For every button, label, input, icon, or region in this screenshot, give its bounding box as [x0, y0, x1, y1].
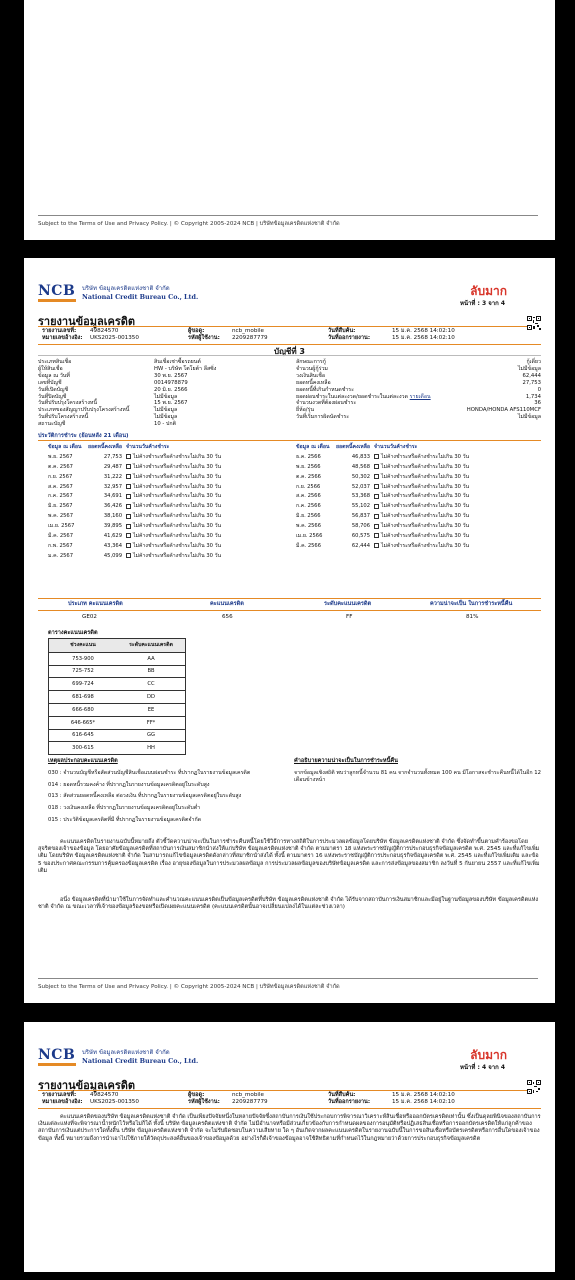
report-meta-right: วันที่สืบค้น: 15 ม.ค. 2568 14:02:10 วันที่ออกรายงาน: 15 ม.ค. 2568 14:02:10: [328, 328, 455, 341]
field-value: 30 พ.ย. 2567: [154, 372, 188, 379]
history-amount: 29,487: [103, 463, 122, 470]
page-2-tail: [24, 0, 555, 240]
field-label: จำนวนงวดที่ต้องผ่อนชำระ: [296, 400, 357, 407]
history-month: พ.ค. 2567: [48, 513, 74, 520]
account-field: [38, 373, 216, 380]
page-footer: Subject to the Terms of Use and Privacy Policy. | © Copyright 2005-2024 NCB | บริษัทข้อมูลเครดิตแห่งชาติ จำกัด: [38, 983, 340, 991]
account-field: [38, 366, 216, 373]
field-value: ไม่มีข้อมูล: [517, 414, 541, 421]
grade-row: [49, 703, 185, 716]
grade-level: CC: [147, 681, 155, 688]
history-amount: 52,037: [351, 483, 370, 490]
grade-row: [49, 652, 185, 665]
history-amount: 27,753: [103, 453, 122, 460]
history-row: [296, 462, 469, 472]
history-amount: 60,575: [351, 532, 370, 539]
payment-history-right: [296, 442, 469, 551]
history-amount: 38,160: [103, 513, 122, 520]
history-status: ไม่ค้างชำระหรือค้างชำระไม่เกิน 30 วัน: [374, 492, 469, 500]
grade-row: [49, 716, 185, 729]
history-amount: 48,568: [351, 463, 370, 470]
field-value: ไม่มีข้อมูล: [154, 414, 178, 421]
history-status: ไม่ค้างชำระหรือค้างชำระไม่เกิน 30 วัน: [126, 473, 221, 481]
account-field: [296, 359, 541, 366]
factors-list: [48, 770, 250, 829]
field-value: ไม่มีข้อมูล: [154, 393, 178, 400]
history-amount: 55,102: [351, 503, 370, 510]
field-value: 36: [534, 400, 541, 407]
history-row: [48, 452, 221, 462]
report-header: [38, 284, 541, 314]
history-status: ไม่ค้างชำระหรือค้างชำระไม่เกิน 30 วัน: [374, 532, 469, 540]
grade-range: 753-900: [72, 655, 94, 662]
status-checkbox-icon: [374, 464, 379, 469]
field-value: ไม่มีข้อมูล: [517, 365, 541, 372]
history-row: [296, 472, 469, 482]
history-month: ส.ค. 2567: [48, 483, 73, 490]
score-value: 656: [222, 614, 233, 620]
grade-level: GG: [146, 732, 156, 739]
page-footer: Subject to the Terms of Use and Privacy Policy. | © Copyright 2005-2024 NCB | บริษัทข้อมูลเครดิตแห่งชาติ จำกัด: [38, 220, 340, 228]
history-status: ไม่ค้างชำระหรือค้างชำระไม่เกิน 30 วัน: [126, 522, 221, 530]
status-checkbox-icon: [126, 514, 131, 519]
history-amount: 34,691: [103, 493, 122, 500]
field-value: 0014978879: [154, 379, 188, 386]
history-header-row: ข้อมูล ณ เดือน ยอดหนี้คงเหลือ จำนวนวันค้างชำระ: [296, 443, 418, 450]
field-label: ประเภทสินเชื่อ: [38, 359, 72, 365]
history-month: ธ.ค. 2566: [296, 453, 321, 460]
history-month: ม.ค. 2567: [48, 552, 74, 559]
history-month: ก.พ. 2567: [48, 542, 73, 549]
grade-range: 725-752: [72, 668, 94, 675]
history-month: พ.ค. 2566: [296, 523, 322, 530]
history-month: ก.ย. 2566: [296, 483, 321, 490]
report-title: รายงานข้อมูลเครดิต: [38, 315, 136, 328]
status-checkbox-icon: [126, 524, 131, 529]
status-checkbox-icon: [374, 543, 379, 548]
history-status: ไม่ค้างชำระหรือค้างชำระไม่เกิน 30 วัน: [126, 512, 221, 520]
report-meta-mid: ผู้ขอดู: ncb_mobile รหัสผู้ใช้งาน: 2209287779: [188, 1092, 268, 1105]
factors-title: เหตุผลประกอบคะแนนเครดิต: [48, 758, 118, 764]
account-field: [296, 366, 541, 373]
grade-range: 699-724: [72, 681, 94, 688]
account-title: บัญชีที่ 3: [274, 347, 305, 356]
history-row: [48, 521, 221, 531]
history-status: ไม่ค้างชำระหรือค้างชำระไม่เกิน 30 วัน: [374, 522, 469, 530]
account-field: [296, 373, 541, 380]
grade-level: HH: [147, 745, 155, 752]
factor-item: 015 : ประวัติข้อมูลเครดิตที่มี ที่ปรากฏในรายงานข้อมูลเครดิตจำกัด: [48, 816, 202, 823]
history-row: [48, 531, 221, 541]
payment-history-title: ประวัติการชำระ (ย้อนหลัง 21 เดือน): [38, 433, 129, 439]
history-amount: 32,957: [103, 483, 122, 490]
history-amount: 53,368: [351, 493, 370, 500]
field-value: 27,753: [522, 379, 541, 386]
grade-level: AA: [147, 655, 155, 662]
status-checkbox-icon: [374, 504, 379, 509]
history-status: ไม่ค้างชำระหรือค้างชำระไม่เกิน 30 วัน: [374, 512, 469, 520]
page-4: [24, 1022, 555, 1272]
status-checkbox-icon: [374, 514, 379, 519]
field-value: HONDA/HONDA AFS110MCF: [466, 407, 541, 414]
field-label: ประเภทของสัญญาปรับปรุงโครงสร้างหนี้: [38, 407, 130, 414]
history-month: มี.ค. 2567: [48, 532, 74, 539]
grade-row: [49, 665, 185, 678]
history-row: [296, 541, 469, 551]
history-row: [48, 491, 221, 501]
grade-row: [49, 741, 185, 754]
score-type-header: ประเภท คะแนนเครดิต: [68, 601, 123, 607]
field-value: กู้เดี่ยว: [526, 359, 541, 365]
history-status: ไม่ค้างชำระหรือค้างชำระไม่เกิน 30 วัน: [374, 483, 469, 491]
history-amount: 58,706: [351, 523, 370, 530]
history-row: [296, 521, 469, 531]
history-month: เม.ย. 2567: [48, 523, 75, 530]
history-month: มิ.ย. 2566: [296, 513, 321, 520]
history-status: ไม่ค้างชำระหรือค้างชำระไม่เกิน 30 วัน: [126, 453, 221, 461]
field-label: ยอดผ่อนชำระในแต่ละงวด/ยอดชำระในแต่ละงวด รายเดือน: [296, 393, 431, 400]
history-row: [296, 491, 469, 501]
grade-range: 646-665*: [70, 719, 96, 726]
history-status: ไม่ค้างชำระหรือค้างชำระไม่เกิน 30 วัน: [126, 502, 221, 510]
history-row: [296, 452, 469, 462]
field-label: เลขที่บัญชี: [38, 379, 62, 386]
status-checkbox-icon: [126, 494, 131, 499]
company-name: บริษัท ข้อมูลเครดิตแห่งชาติ จำกัด National Credit Bureau Co., Ltd.: [82, 285, 199, 301]
status-checkbox-icon: [374, 454, 379, 459]
history-amount: 41,629: [103, 532, 122, 539]
history-month: เม.ย. 2566: [296, 532, 323, 539]
status-checkbox-icon: [374, 474, 379, 479]
report-meta-left: รายงานเลขที่: 49824570 หมายเลขอ้างอิง: UKS2025-001350: [42, 1092, 139, 1105]
history-amount: 43,364: [103, 542, 122, 549]
grade-row: [49, 677, 185, 690]
field-label: ยี่ห้อ/รุ่น: [296, 407, 315, 414]
history-month: มี.ค. 2566: [296, 542, 322, 549]
history-row: [48, 462, 221, 472]
history-status: ไม่ค้างชำระหรือค้างชำระไม่เกิน 30 วัน: [126, 483, 221, 491]
score-header: คะแนนเครดิต: [210, 601, 244, 607]
history-status: ไม่ค้างชำระหรือค้างชำระไม่เกิน 30 วัน: [374, 502, 469, 510]
score-disclaimer-3: คะแนนเครดิตของบริษัท ข้อมูลเครดิตแห่งชาติ จำกัด เป็นเพียงปัจจัยหนึ่งในหลายปัจจัยซึ่งสถาบันการเงินใช้ประกอบการพิจารณาวิเคราะห์สินเชื่อหรือออกบัตรเครดิตเท่านั้น ซึ่งเป็นดุลยพินิจของสถาบันการเงินแต่ละแห่งที่จะพิจารณาน้ำหนักไว้หรือไม่ก็ได้ ทั้งนี้ บริษัท ข้อมูลเครดิตแห่งชาติ จำกัด ไม่มีอำนาจหรือมีส่วนเกี่ยวข้องกับการกำหนดผลของการอนุมัติหรือปฏิเสธสินเชื่อหรือการออกบัตรเครดิตให้แก่ลูกค้าของสถาบันการเงินแต่ประการใดทั้งสิ้น บริษัท ข้อมูลเครดิตแห่งชาติ จำกัด จะไม่รับผิดชอบในความเสียหาย ใด ๆ อันเกิดจากผลคะแนนเครดิตในรายงานฉบับนี้ในการขอสินเชื่อหรือบัตรเครดิตหรือการอื่นใดของเจ้าของข้อมูล ทั้งนี้ หมายรวมถึงการนำเอาไปใช้ภายใต้วัตถุประสงค์อื่นของเจ้าของข้อมูลด้วย อย่างไรก็ดีเจ้าของข้อมูลอาจใช้สิทธิตามที่กำหนดไว้ในกฎหมายว่าด้วยการประกอบธุรกิจข้อมูลเครดิต: [38, 1114, 541, 1142]
grade-range: 300-615: [72, 745, 94, 752]
history-amount: 31,222: [103, 473, 122, 480]
score-disclaimer-2: อนึ่ง ข้อมูลเครดิตที่นำมาใช้ในการจัดทำและคำนวณคะแนนเครดิตเป็นข้อมูลเครดิตที่บริษัท ข้อมูลเครดิตแห่งชาติ จำกัด ได้รับจากสถาบันการเงินสมาชิกและมีอยู่ในฐานข้อมูลของบริษัท ข้อมูลเครดิตแห่งชาติ จำกัด ณ ขณะเวลาที่เจ้าของข้อมูลร้องขอหรือเปิดเผยคะแนนเครดิต (คะแนนเครดิตนั้นอาจเปลี่ยนแปลงได้ในแต่ละช่วงเวลา): [38, 897, 539, 911]
history-amount: 45,099: [103, 552, 122, 559]
status-checkbox-icon: [126, 484, 131, 489]
history-status: ไม่ค้างชำระหรือค้างชำระไม่เกิน 30 วัน: [126, 532, 221, 540]
account-field: [38, 380, 216, 387]
status-checkbox-icon: [126, 474, 131, 479]
history-row: [296, 482, 469, 492]
account-field: [296, 387, 541, 394]
field-label: วันที่ปรับปรุงโครงสร้างหนี้: [38, 400, 98, 407]
history-month: ส.ค. 2566: [296, 493, 321, 500]
history-row: [296, 511, 469, 521]
status-checkbox-icon: [374, 484, 379, 489]
probability-value: 81%: [466, 614, 479, 620]
grade-level: FF*: [146, 719, 156, 726]
field-value: ไม่มีข้อมูล: [154, 407, 178, 414]
report-meta-left: รายงานเลขที่: 49824570 หมายเลขอ้างอิง: UKS2025-001350: [42, 328, 139, 341]
history-amount: 50,302: [351, 473, 370, 480]
history-status: ไม่ค้างชำระหรือค้างชำระไม่เกิน 30 วัน: [126, 463, 221, 471]
field-label: วันที่ปิดบัญชี: [38, 393, 67, 400]
account-fields-right: [296, 359, 541, 421]
field-value: 1,734: [525, 393, 541, 400]
grade-range: 666-680: [72, 706, 94, 713]
history-amount: 46,833: [351, 453, 370, 460]
account-field: [38, 387, 216, 394]
history-status: ไม่ค้างชำระหรือค้างชำระไม่เกิน 30 วัน: [374, 463, 469, 471]
field-label: จำนวนผู้กู้ร่วม: [296, 365, 328, 372]
history-status: ไม่ค้างชำระหรือค้างชำระไม่เกิน 30 วัน: [126, 492, 221, 500]
field-label: ลักษณะการกู้: [296, 359, 326, 365]
status-checkbox-icon: [126, 543, 131, 548]
history-status: ไม่ค้างชำระหรือค้างชำระไม่เกิน 30 วัน: [374, 542, 469, 550]
status-checkbox-icon: [374, 524, 379, 529]
grade-level: EE: [147, 706, 155, 713]
history-row: [296, 501, 469, 511]
grade-row: [49, 729, 185, 742]
field-value: 15 พ.ย. 2567: [154, 400, 188, 407]
page-number: หน้าที่ : 4 จาก 4: [459, 1064, 505, 1071]
grade-header-row: ช่วงคะแนน ระดับคะแนนเครดิต: [49, 639, 185, 652]
score-level-header: ระดับคะแนนเครดิต: [324, 601, 372, 607]
account-fields-left: [38, 359, 216, 428]
history-status: ไม่ค้างชำระหรือค้างชำระไม่เกิน 30 วัน: [126, 552, 221, 560]
history-month: พ.ย. 2566: [296, 463, 321, 470]
history-status: ไม่ค้างชำระหรือค้างชำระไม่เกิน 30 วัน: [374, 453, 469, 461]
field-value: 62,444: [522, 372, 541, 379]
field-value: 10 - ปกติ: [154, 421, 177, 428]
probability-header: ความน่าจะเป็น ในการชำระหนี้คืน: [430, 601, 513, 607]
grade-range: 616-645: [72, 732, 94, 739]
account-field: [296, 400, 541, 407]
history-row: [48, 511, 221, 521]
score-disclaimer-1: คะแนนเครดิตในรายงานฉบับนี้หมายถึง ตัวชี้วัดความน่าจะเป็นในการชำระคืนหนี้โดยใช้วิธีการทางสถิติในการประมวลผลข้อมูลโดยบริษัท ข้อมูลเครดิตแห่งชาติ จำกัด ซึ่งจัดทำขึ้นตามคำร้องขอโดยสุจริตของเจ้าของข้อมูล โดยอาศัยข้อมูลเครดิตที่สถาบันการเงินสมาชิกนำส่งให้แก่บริษัท ข้อมูลเครดิตแห่งชาติ จำกัด ตามมาตรา 18 แห่งพระราชบัญญัติการประกอบธุรกิจข้อมูลเครดิต พ.ศ. 2545 และที่แก้ไขเพิ่มเติม โดยบริษัท ข้อมูลเครดิตแห่งชาติ จำกัด ในสามารถแก้ไขข้อมูลเครดิตดังกล่าวที่สมาชิกนำส่งได้ ทั้งนี้ ตามมาตรา 16 แห่งพระราชบัญญัติการประกอบธุรกิจข้อมูลเครดิต พ.ศ. 2545 และที่แก้ไขเพิ่มเติม และข้อ 5 ของประกาศคณะกรรมการคุ้มครองข้อมูลเครดิต เรื่อง อายุของข้อมูลในการประมวลผลข้อมูล การประมวลผลข้อมูลของบริษัทข้อมูลเครดิต และการส่งข้อมูลของสมาชิก ลงวันที่ 5 กันยายน 2557 และที่แก้ไขเพิ่มเติม: [38, 839, 540, 874]
history-status: ไม่ค้างชำระหรือค้างชำระไม่เกิน 30 วัน: [374, 473, 469, 481]
account-field: [296, 380, 541, 387]
field-label: วันที่เปิดบัญชี: [38, 386, 69, 393]
grade-level: BB: [147, 668, 155, 675]
grade-level: DD: [147, 694, 155, 701]
status-checkbox-icon: [126, 504, 131, 509]
history-month: ก.ย. 2567: [48, 473, 73, 480]
history-row: [48, 551, 221, 561]
account-field: [296, 414, 541, 421]
status-checkbox-icon: [126, 464, 131, 469]
account-field: [38, 359, 216, 366]
grade-range: 681-698: [72, 694, 94, 701]
history-row: [48, 501, 221, 511]
report-meta-right: วันที่สืบค้น: 15 ม.ค. 2568 14:02:10 วันที่ออกรายงาน: 15 ม.ค. 2568 14:02:10: [328, 1092, 455, 1105]
history-header-row: ข้อมูล ณ เดือน ยอดหนี้คงเหลือ จำนวนวันค้างชำระ: [48, 443, 170, 450]
probability-text: จากข้อมูลเชิงสถิติ พบว่าลูกหนี้จำนวน 81 คน จากจำนวนทั้งหมด 100 คน มีโอกาสจะชำระคืนหนี้ได้ในอีก 12 เดือนข้างหน้า: [294, 770, 541, 783]
history-amount: 39,895: [103, 523, 122, 530]
field-value: 20 มิ.ย. 2566: [154, 386, 188, 393]
history-amount: 36,426: [103, 503, 122, 510]
field-value: สินเชื่อเช่าซื้อรถยนต์: [154, 359, 201, 365]
history-amount: 62,444: [351, 542, 370, 549]
score-level-value: FF: [346, 614, 353, 620]
history-amount: 56,837: [351, 513, 370, 520]
confidential-label: ลับมาก: [470, 1048, 507, 1062]
company-name: บริษัท ข้อมูลเครดิตแห่งชาติ จำกัด National Credit Bureau Co., Ltd.: [82, 1049, 199, 1065]
field-label: วงเงินสินเชื่อ: [296, 372, 326, 379]
installment-period-link[interactable]: รายเดือน: [409, 393, 431, 400]
grade-table: [48, 638, 186, 755]
factor-item: 018 : วงเงินคงเหลือ ที่ปรากฏในรายงานข้อมูลเครดิตอยู่ในระดับต่ำ: [48, 805, 201, 812]
history-month: ต.ค. 2566: [296, 473, 321, 480]
grade-row: [49, 690, 185, 703]
history-month: ก.ค. 2566: [296, 503, 321, 510]
status-checkbox-icon: [126, 533, 131, 538]
field-label: วันที่เริ่มการผิดนัดชำระ: [296, 414, 350, 421]
grade-table-title: ตารางคะแนนเครดิต: [48, 630, 98, 636]
payment-history-left: [48, 442, 221, 561]
history-month: พ.ย. 2567: [48, 453, 73, 460]
history-status: ไม่ค้างชำระหรือค้างชำระไม่เกิน 30 วัน: [126, 542, 221, 550]
page-3: [24, 258, 555, 1003]
status-checkbox-icon: [374, 494, 379, 499]
confidential-label: ลับมาก: [470, 284, 507, 298]
report-header: [38, 1048, 541, 1078]
history-row: [48, 482, 221, 492]
field-value: 0: [537, 386, 541, 393]
field-label: ข้อมูล ณ วันที่: [38, 372, 70, 379]
field-label: วันที่ปรับโครงสร้างหนี้: [38, 414, 89, 421]
report-title: รายงานข้อมูลเครดิต: [38, 1079, 136, 1092]
history-row: [48, 472, 221, 482]
field-value: HW - บริษัท โตโยต้า ลีสซิ่ง: [154, 365, 217, 372]
probability-title: คำอธิบายความน่าจะเป็นในการชำระหนี้คืน: [294, 758, 398, 764]
field-label: สถานะบัญชี: [38, 421, 66, 428]
report-meta-mid: ผู้ขอดู: ncb_mobile รหัสผู้ใช้งาน: 2209287779: [188, 328, 268, 341]
history-row: [48, 541, 221, 551]
ncb-logo: NCB: [38, 284, 76, 302]
factor-item: 013 : สัดส่วนยอดหนี้คงเหลือ ต่อวงเงิน ที่ปรากฏในรายงานข้อมูลเครดิตอยู่ในระดับสูง: [48, 793, 242, 800]
history-month: ก.ค. 2567: [48, 493, 73, 500]
page-number: หน้าที่ : 3 จาก 4: [459, 300, 505, 307]
qr-code-icon: [527, 1080, 541, 1094]
status-checkbox-icon: [126, 553, 131, 558]
score-type-value: GE02: [82, 614, 97, 620]
history-row: [296, 531, 469, 541]
factor-item: 014 : ยอดหนี้รวมคงค้าง ที่ปรากฏในรายงานข้อมูลเครดิตอยู่ในระดับสูง: [48, 781, 210, 788]
history-month: มิ.ย. 2567: [48, 503, 73, 510]
field-label: ยอดหนี้คงเหลือ: [296, 379, 331, 386]
status-checkbox-icon: [374, 533, 379, 538]
ncb-logo: NCB: [38, 1048, 76, 1066]
field-label: ยอดหนี้ที่เกินกำหนดชำระ: [296, 386, 354, 393]
field-label: ผู้ให้สินเชื่อ: [38, 365, 63, 372]
account-field: [38, 421, 216, 428]
qr-code-icon: [527, 316, 541, 330]
factor-item: 030 : จำนวนบัญชีหรือสัดส่วนบัญชีสินเชื่อแบบผ่อนชำระ ที่ปรากฏในรายงานข้อมูลเครดิต: [48, 770, 251, 776]
status-checkbox-icon: [126, 454, 131, 459]
history-month: ต.ค. 2567: [48, 463, 73, 470]
